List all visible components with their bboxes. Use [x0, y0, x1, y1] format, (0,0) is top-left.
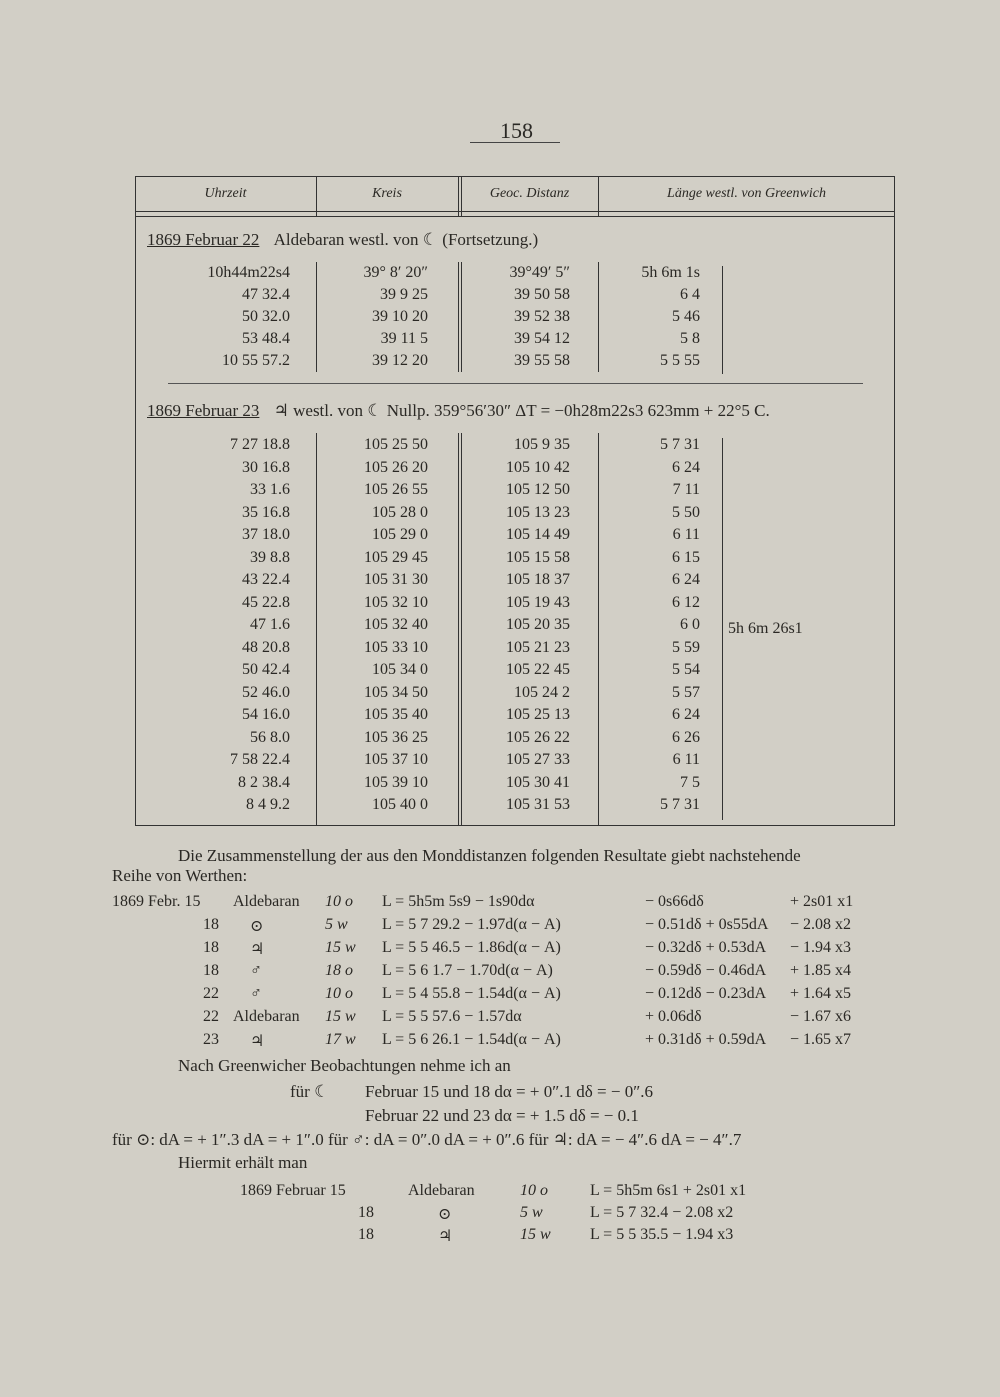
result-limb: 17 w [325, 1031, 356, 1048]
kreis-cell: 105 40 0 [372, 796, 428, 813]
kreis-cell: 105 32 40 [364, 616, 428, 633]
result-equation: L = 5h5m 5s9 − 1s90dα [382, 893, 535, 910]
distanz-cell: 105 31 53 [506, 796, 570, 813]
final-equation: L = 5 7 32.4 − 2.08 x2 [590, 1204, 734, 1221]
laenge-cell: 6 11 [672, 526, 700, 543]
kreis-cell: 105 36 25 [364, 728, 428, 746]
distanz-cell: 105 15 58 [506, 548, 570, 566]
laenge-cell: 5 50 [672, 503, 700, 521]
result-object: ♂ [250, 985, 262, 1002]
result-x: + 2s01 x1 [790, 893, 854, 910]
kreis-cell: 39 11 5 [380, 330, 428, 347]
laenge-cell: 6 24 [672, 706, 700, 723]
final-limb: 10 o [520, 1182, 548, 1199]
result-limb: 18 o [325, 962, 353, 979]
result-object: ♃ [250, 1033, 265, 1050]
distanz-cell: 105 12 50 [506, 481, 570, 498]
kreis-cell: 105 31 30 [364, 571, 428, 588]
uhrzeit-cell: 8 4 9.2 [246, 796, 290, 813]
final-object: ♃ [438, 1228, 453, 1245]
uhrzeit-cell: 8 2 38.4 [238, 773, 290, 791]
distanz-cell: 105 13 23 [506, 503, 570, 521]
final-equation: L = 5h5m 6s1 + 2s01 x1 [590, 1182, 747, 1199]
result-limb: 10 o [325, 893, 353, 910]
header-laenge: Länge westl. von Greenwich [667, 186, 826, 201]
kreis-cell: 105 29 0 [372, 526, 428, 543]
result-date: 18 [203, 939, 219, 956]
uhrzeit-cell: 48 20.8 [242, 638, 290, 656]
result-x: − 1.67 x6 [790, 1008, 852, 1025]
laenge-cell: 5 59 [672, 638, 700, 656]
section-separator [168, 383, 863, 384]
result-object: ♃ [250, 941, 265, 958]
distanz-cell: 105 9 35 [514, 436, 570, 453]
distanz-cell: 105 21 23 [506, 638, 570, 656]
result-x: + 1.85 x4 [790, 962, 852, 979]
laenge-cell: 6 15 [672, 548, 700, 566]
kreis-cell: 105 34 0 [372, 661, 428, 678]
laenge-cell: 5 5 55 [660, 352, 700, 369]
result-terms: + 0.31dδ + 0.59dA [645, 1031, 767, 1048]
distanz-cell: 39 52 38 [514, 308, 570, 325]
final-object: Aldebaran [408, 1182, 475, 1199]
page-number-rule [470, 142, 560, 143]
greenwich-line: Nach Greenwicher Beobachtungen nehme ich an [178, 1056, 511, 1075]
result-equation: L = 5 5 46.5 − 1.86d(α − A) [382, 939, 561, 956]
uhrzeit-cell: 56 8.0 [250, 728, 290, 746]
kreis-cell: 105 29 45 [364, 548, 428, 566]
uhrzeit-cell: 47 1.6 [250, 616, 290, 633]
distanz-cell: 39 54 12 [514, 330, 570, 347]
result-x: + 1.64 x5 [790, 985, 852, 1002]
result-terms: − 0.32dδ + 0.53dA [645, 939, 767, 956]
result-limb: 10 o [325, 985, 353, 1002]
result-x: − 1.65 x7 [790, 1031, 852, 1048]
uhrzeit-cell: 54 16.0 [242, 706, 290, 723]
section2-title-rest: ♃ westl. von ☾ Nullp. 359°56′30″ ΔT = −0h28m22s3 623mm + 22°5 C. [273, 401, 770, 420]
section1-date: 1869 Februar 22 [147, 230, 260, 249]
distanz-cell: 105 10 42 [506, 458, 570, 476]
kreis-cell: 105 34 50 [364, 683, 428, 701]
result-date: 18 [203, 962, 219, 979]
uhrzeit-cell: 33 1.6 [250, 481, 290, 498]
result-date: 22 [203, 1008, 219, 1025]
result-date: 22 [203, 985, 219, 1002]
laenge-cell: 5 57 [672, 683, 700, 701]
laenge-cell: 5h 6m 1s [641, 264, 700, 281]
laenge-cell: 5 46 [672, 308, 700, 325]
result-equation: L = 5 6 1.7 − 1.70d(α − A) [382, 962, 553, 979]
result-terms: − 0.51dδ + 0s55dA [645, 916, 769, 933]
kreis-cell: 105 35 40 [364, 706, 428, 723]
kreis-cell: 39 12 20 [372, 352, 428, 369]
page-number: 158 [500, 118, 533, 143]
laenge-cell: 7 11 [672, 481, 700, 498]
result-date: 23 [203, 1031, 219, 1048]
result-equation: L = 5 7 29.2 − 1.97d(α − A) [382, 916, 561, 933]
result-object: Aldebaran [233, 1008, 300, 1025]
section1-bracket [712, 266, 723, 374]
distanz-cell: 105 27 33 [506, 751, 570, 768]
result-terms: − 0.12dδ − 0.23dA [645, 985, 767, 1002]
laenge-cell: 5 8 [680, 330, 700, 347]
final-object: ⊙ [438, 1206, 452, 1223]
laenge-cell: 6 4 [680, 286, 700, 303]
distanz-cell: 105 20 35 [506, 616, 570, 633]
final-date: 18 [358, 1204, 374, 1221]
uhrzeit-cell: 43 22.4 [242, 571, 290, 588]
uhrzeit-cell: 50 32.0 [242, 308, 290, 325]
distanz-cell: 105 19 43 [506, 593, 570, 611]
distanz-cell: 105 18 37 [506, 571, 570, 588]
final-date: 1869 Februar 15 [240, 1182, 346, 1199]
result-x: − 1.94 x3 [790, 939, 852, 956]
result-date: 18 [203, 916, 219, 933]
uhrzeit-cell: 10h44m22s4 [207, 264, 290, 281]
laenge-cell: 6 12 [672, 593, 700, 611]
result-terms: − 0s66dδ [645, 893, 704, 910]
uhrzeit-cell: 39 8.8 [250, 548, 290, 566]
kreis-cell: 39 10 20 [372, 308, 428, 325]
distanz-cell: 105 26 22 [506, 728, 570, 746]
section2-date: 1869 Februar 23 [147, 401, 260, 420]
result-limb: 15 w [325, 939, 356, 956]
result-equation: L = 5 5 57.6 − 1.57dα [382, 1008, 522, 1025]
kreis-cell: 105 39 10 [364, 773, 428, 791]
section2-bracket [712, 438, 723, 820]
result-object: Aldebaran [233, 893, 300, 910]
kreis-cell: 105 26 20 [364, 458, 428, 476]
moon-correction-line-2: Februar 22 und 23 dα = + 1.5 dδ = − 0.1 [365, 1106, 639, 1125]
distanz-cell: 39 50 58 [514, 286, 570, 303]
uhrzeit-cell: 52 46.0 [242, 683, 290, 701]
result-equation: L = 5 6 26.1 − 1.54d(α − A) [382, 1031, 561, 1048]
section2-title [147, 401, 770, 421]
result-object: ♂ [250, 962, 262, 979]
distanz-cell: 39°49′ 5″ [509, 264, 570, 281]
uhrzeit-cell: 53 48.4 [242, 330, 290, 347]
kreis-cell: 39° 8′ 20″ [363, 264, 428, 281]
hiermit-line: Hiermit erhält man [178, 1153, 308, 1172]
result-equation: L = 5 4 55.8 − 1.54d(α − A) [382, 985, 561, 1002]
kreis-cell: 105 33 10 [364, 638, 428, 656]
moon-correction-line-1: Februar 15 und 18 dα = + 0″.1 dδ = − 0″.6 [365, 1082, 654, 1101]
header-rule [135, 211, 895, 212]
section1-title-rest: Aldebaran westl. von ☾ (Fortsetzung.) [273, 230, 539, 249]
header-geoc-distanz: Geoc. Distanz [489, 186, 570, 201]
kreis-cell: 105 28 0 [372, 503, 428, 521]
intro-line-2: Reihe von Werthen: [112, 866, 248, 885]
distanz-cell: 105 30 41 [506, 773, 570, 791]
laenge-cell: 7 5 [680, 773, 700, 791]
header-rule-double [135, 216, 895, 217]
uhrzeit-cell: 7 27 18.8 [230, 436, 290, 453]
laenge-cell: 5 54 [672, 661, 700, 678]
final-equation: L = 5 5 35.5 − 1.94 x3 [590, 1226, 734, 1243]
uhrzeit-cell: 10 55 57.2 [222, 352, 290, 369]
distanz-cell: 105 22 45 [506, 661, 570, 678]
laenge-cell: 6 0 [680, 616, 700, 633]
result-date: 1869 Febr. 15 [112, 893, 201, 910]
distanz-cell: 105 24 2 [514, 683, 570, 701]
uhrzeit-cell: 7 58 22.4 [230, 751, 290, 768]
uhrzeit-cell: 35 16.8 [242, 503, 290, 521]
final-limb: 15 w [520, 1226, 551, 1243]
final-date: 18 [358, 1226, 374, 1243]
header-divider [458, 176, 459, 216]
intro-line-1: Die Zusammenstellung der aus den Monddistanzen folgenden Resultate giebt nachstehende [178, 846, 801, 865]
laenge-cell: 6 26 [672, 728, 700, 746]
laenge-cell: 6 11 [672, 751, 700, 768]
uhrzeit-cell: 37 18.0 [242, 526, 290, 543]
header-kreis: Kreis [372, 186, 402, 201]
result-terms: + 0.06dδ [645, 1008, 702, 1025]
distanz-cell: 105 25 13 [506, 706, 570, 723]
kreis-cell: 105 26 55 [364, 481, 428, 498]
kreis-cell: 39 9 25 [380, 286, 428, 303]
uhrzeit-cell: 45 22.8 [242, 593, 290, 611]
distanz-cell: 39 55 58 [514, 352, 570, 369]
laenge-cell: 6 24 [672, 571, 700, 588]
uhrzeit-cell: 50 42.4 [242, 661, 290, 678]
header-uhrzeit: Uhrzeit [204, 186, 247, 201]
section2-mean: 5h 6m 26s1 [728, 620, 803, 637]
uhrzeit-cell: 30 16.8 [242, 458, 290, 476]
result-limb: 15 w [325, 1008, 356, 1025]
section1-title [147, 230, 538, 250]
moon-correction-label: für ☾ [290, 1082, 330, 1101]
uhrzeit-cell: 47 32.4 [242, 286, 290, 303]
kreis-cell: 105 37 10 [364, 751, 428, 768]
laenge-cell: 6 24 [672, 458, 700, 476]
result-terms: − 0.59dδ − 0.46dA [645, 962, 767, 979]
laenge-cell: 5 7 31 [660, 796, 700, 813]
distanz-cell: 105 14 49 [506, 526, 570, 543]
laenge-cell: 5 7 31 [660, 436, 700, 453]
kreis-cell: 105 32 10 [364, 593, 428, 611]
result-limb: 5 w [325, 916, 348, 933]
final-limb: 5 w [520, 1204, 543, 1221]
result-x: − 2.08 x2 [790, 916, 852, 933]
kreis-cell: 105 25 50 [364, 436, 428, 453]
planet-corrections-line: für ⊙: dA = + 1″.3 dA = + 1″.0 für ♂: dA = 0″.0 dA = + 0″.6 für ♃: dA = − 4″.6 dA = − 4″.7 [112, 1130, 742, 1149]
result-object: ⊙ [250, 918, 264, 935]
